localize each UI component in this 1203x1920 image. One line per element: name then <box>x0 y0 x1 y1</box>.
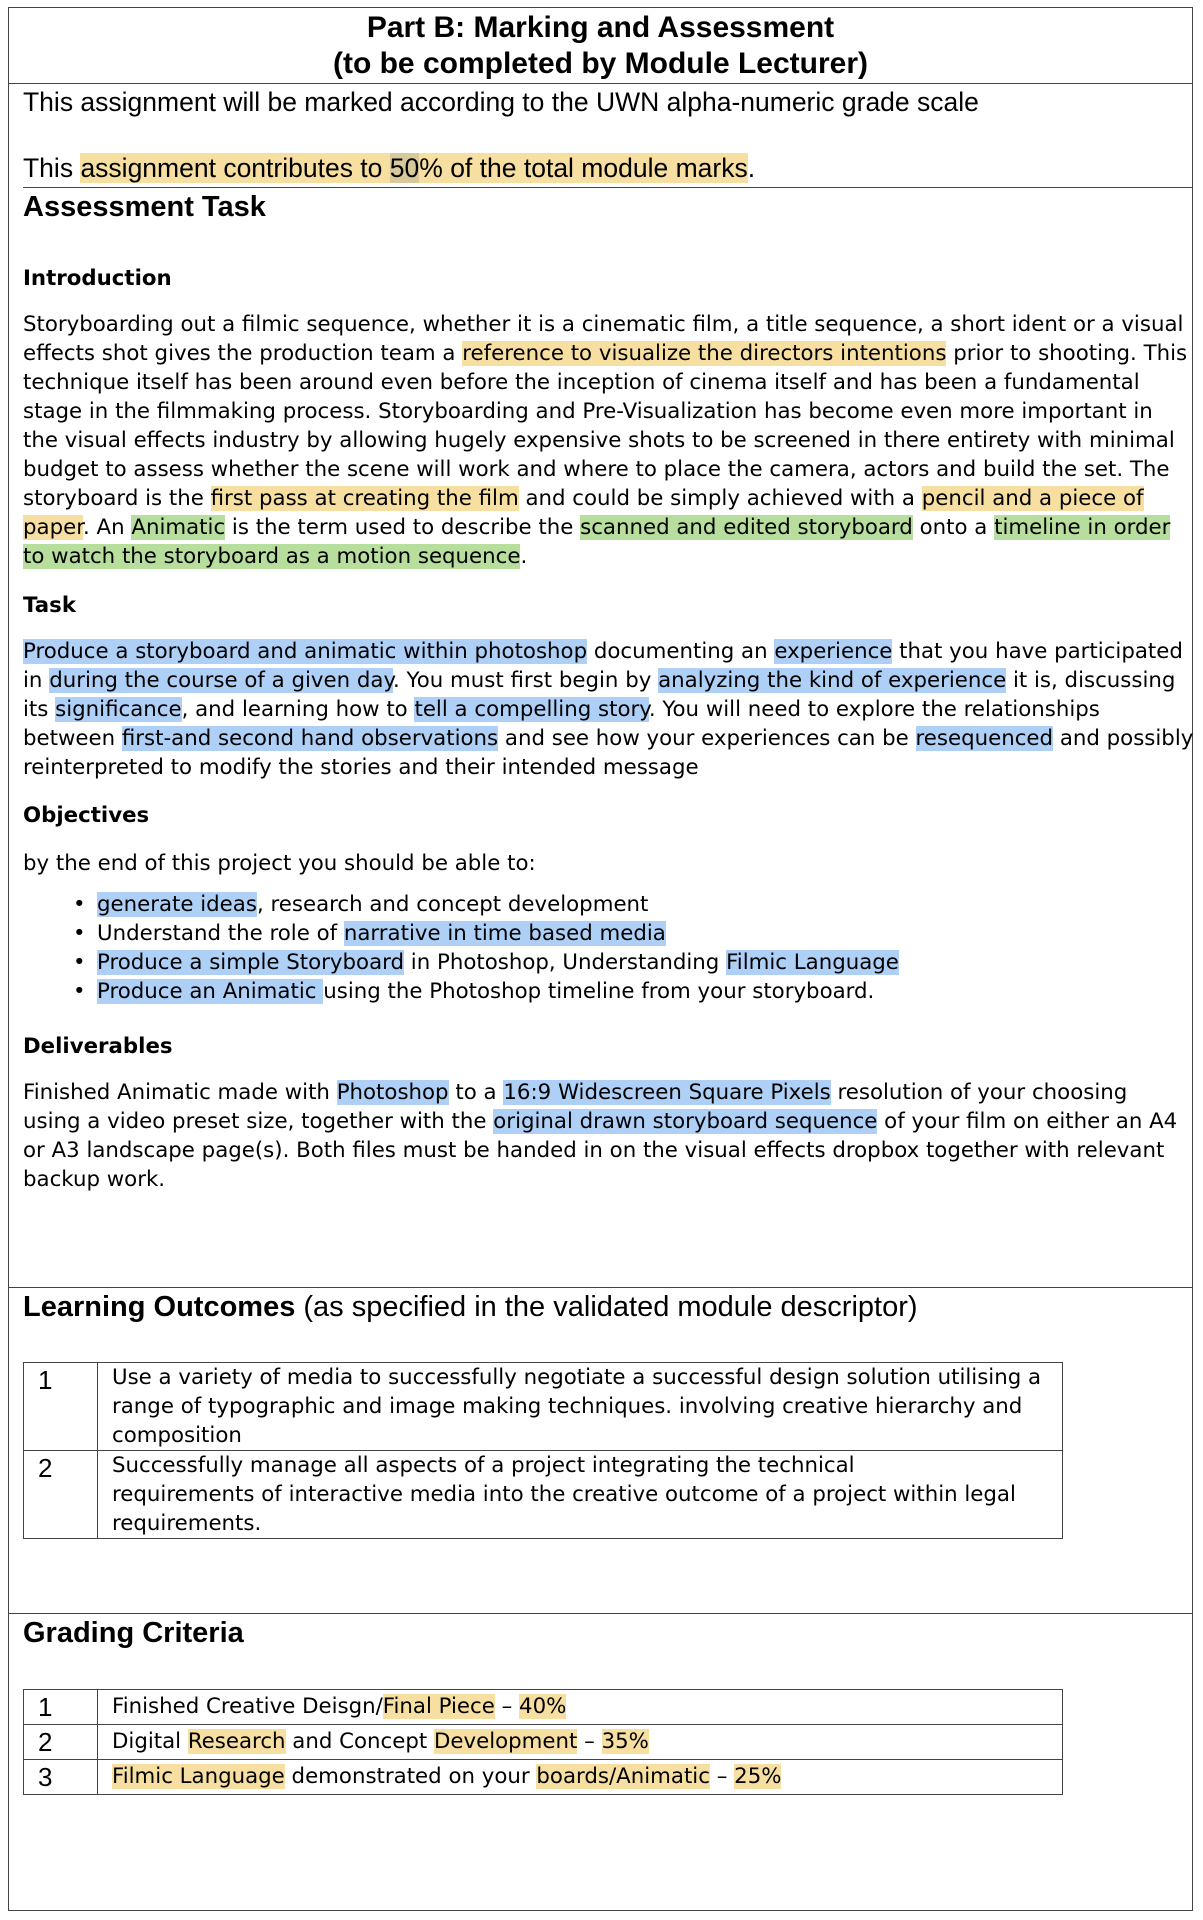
text-fragment: in Photoshop, Understanding <box>404 950 727 975</box>
outcome-text <box>98 1363 1063 1451</box>
outcome-text <box>98 1451 1063 1539</box>
highlight: Filmic Language <box>726 950 899 975</box>
divider <box>8 1613 1193 1614</box>
text-fragment: prior to shooting. This <box>946 341 1188 366</box>
table-row <box>24 1363 1063 1451</box>
paragraph-line <box>23 666 1175 695</box>
paragraph-line <box>23 310 1183 339</box>
contribution-statement <box>23 152 755 184</box>
text-fragment: documenting an <box>587 639 775 664</box>
text-fragment: budget to assess whether the scene will work and where to place the camera, actors and build the set. The <box>23 457 1170 482</box>
highlight: first pass at creating the film <box>210 486 519 511</box>
paragraph-line <box>23 368 1140 397</box>
highlight: Development <box>434 1729 578 1754</box>
deliverables-heading: Deliverables <box>23 1034 173 1059</box>
learning-outcomes-subtitle: (as specified in the validated module descriptor) <box>295 1291 918 1323</box>
text-fragment: Storyboarding out a filmic sequence, whether it is a cinematic film, a title sequence, a short ident or a visual <box>23 312 1184 337</box>
text-fragment: the visual effects industry by allowing hugely expensive shots to be screened in there entirety with minimal <box>23 428 1175 453</box>
highlight: significance <box>55 697 182 722</box>
paragraph-line <box>23 1165 165 1194</box>
text-fragment: Finished Creative Deisgn/ <box>112 1694 383 1719</box>
highlight: timeline in order <box>994 515 1171 540</box>
outcome-line: composition <box>112 1423 242 1448</box>
objective-item <box>97 948 899 977</box>
criterion-number: 2 <box>24 1725 98 1760</box>
objectives-intro: by the end of this project you should be able to: <box>23 851 536 876</box>
text-fragment: its <box>23 697 56 722</box>
highlight: during the course of a given day <box>49 668 394 693</box>
outcome-line: requirements of interactive media into the creative outcome of a project within legal <box>112 1482 1016 1507</box>
highlight: Research <box>187 1729 286 1754</box>
text-fragment: is the term used to describe the <box>225 515 581 540</box>
text-fragment: demonstrated on your <box>284 1764 537 1789</box>
highlight: analyzing the kind of experience <box>658 668 1007 693</box>
highlight: Animatic <box>131 515 226 540</box>
paragraph-line <box>23 513 1170 542</box>
text-fragment: . You will need to explore the relationships <box>648 697 1100 722</box>
highlight: paper <box>23 515 83 540</box>
text-fragment: backup work. <box>23 1167 166 1192</box>
text-fragment: technique itself has been around even before the inception of cinema itself and has been a fundamental <box>23 370 1140 395</box>
highlight: assignment contributes to <box>80 153 390 183</box>
table-row <box>24 1760 1063 1795</box>
text-fragment: that you have participated <box>892 639 1183 664</box>
criterion-number: 1 <box>24 1690 98 1725</box>
part-b-header <box>8 7 1193 85</box>
paragraph-line <box>23 1136 1164 1165</box>
table-row <box>24 1451 1063 1539</box>
objectives-list <box>23 890 899 1006</box>
criterion-number: 3 <box>24 1760 98 1795</box>
highlight: tell a compelling story <box>414 697 649 722</box>
objective-item <box>97 919 899 948</box>
highlight: generate ideas <box>97 892 257 917</box>
text-fragment: – <box>577 1729 602 1754</box>
grading-criteria-title: Grading Criteria <box>23 1617 244 1649</box>
text-fragment: stage in the filmmaking process. Storyboarding and Pre-Visualization has become even more important in <box>23 399 1153 424</box>
paragraph-line <box>23 426 1175 455</box>
table-row <box>24 1690 1063 1725</box>
highlight: 35% <box>601 1729 649 1754</box>
highlight: reference to visualize the directors intentions <box>462 341 947 366</box>
text-fragment: . <box>520 544 528 569</box>
highlight: first-and second hand observations <box>121 726 499 751</box>
highlight: Filmic Language <box>112 1764 285 1789</box>
grading-criteria-table <box>23 1689 1063 1795</box>
paragraph-line <box>23 1078 1127 1107</box>
outcome-line: range of typographic and image making techniques. involving creative hierarchy and <box>112 1394 1023 1419</box>
paragraph-line <box>23 455 1170 484</box>
text-fragment: onto a <box>912 515 995 540</box>
text-fragment: – <box>709 1764 735 1789</box>
text-fragment: of your film on either an A4 <box>877 1109 1178 1134</box>
text-fragment: . <box>747 153 756 183</box>
highlight: Produce a simple Storyboard <box>97 950 405 975</box>
assessment-task-title: Assessment Task <box>23 191 266 223</box>
text-fragment: or A3 landscape page(s). Both files must be handed in on the visual effects dropbox together with relevant <box>23 1138 1165 1163</box>
highlight-percent: 50 <box>389 153 420 183</box>
paragraph-line <box>23 753 699 782</box>
objective-item <box>97 977 899 1006</box>
text-fragment: between <box>23 726 122 751</box>
outcome-line: requirements. <box>112 1511 262 1536</box>
outcome-line: Use a variety of media to successfully negotiate a successful design solution utilising a <box>112 1365 1042 1390</box>
text-fragment: , research and concept development <box>256 892 649 917</box>
learning-outcomes-title-text: Learning Outcomes <box>23 1291 296 1323</box>
grade-scale-statement: This assignment will be marked according to the UWN alpha-numeric grade scale <box>23 87 979 117</box>
text-fragment: and possibly <box>1053 726 1194 751</box>
criterion-text <box>98 1725 1063 1760</box>
highlight: scanned and edited storyboard <box>580 515 913 540</box>
text-fragment: storyboard is the <box>23 486 211 511</box>
outcome-line: Successfully manage all aspects of a project integrating the technical <box>112 1453 855 1478</box>
introduction-heading: Introduction <box>23 266 172 291</box>
highlight: Photoshop <box>336 1080 449 1105</box>
text-fragment: and Concept <box>285 1729 434 1754</box>
paragraph-line <box>23 724 1193 753</box>
highlight: Produce an Animatic <box>97 979 324 1004</box>
highlight: Final Piece <box>382 1694 495 1719</box>
highlight: % of the total module marks <box>419 153 748 183</box>
divider <box>8 1287 1193 1288</box>
learning-outcomes-title <box>23 1290 918 1324</box>
highlight: experience <box>774 639 893 664</box>
paragraph-line <box>23 637 1183 666</box>
outcome-number: 2 <box>24 1451 98 1539</box>
header-line-2: (to be completed by Module Lecturer) <box>332 47 869 80</box>
highlight: narrative in time based media <box>343 921 666 946</box>
highlight: resequenced <box>915 726 1054 751</box>
highlight: boards/Animatic <box>536 1764 710 1789</box>
text-fragment: effects shot gives the production team a <box>23 341 463 366</box>
highlight: 25% <box>734 1764 782 1789</box>
text-fragment: . An <box>83 515 132 540</box>
text-fragment: and could be simply achieved with a <box>518 486 922 511</box>
highlight: to watch the storyboard as a motion sequence <box>23 544 521 569</box>
paragraph-line <box>23 695 1100 724</box>
objective-item <box>97 890 899 919</box>
text-fragment: . You must first begin by <box>393 668 659 693</box>
text-fragment: using a video preset size, together with the <box>23 1109 494 1134</box>
criterion-text <box>98 1760 1063 1795</box>
text-fragment: , and learning how to <box>181 697 415 722</box>
text-fragment: This <box>23 153 81 183</box>
text-fragment: resolution of your choosing <box>830 1080 1128 1105</box>
text-fragment: in <box>23 668 50 693</box>
highlight: original drawn storyboard sequence <box>493 1109 878 1134</box>
text-fragment: and see how your experiences can be <box>498 726 916 751</box>
highlight: 16:9 Widescreen Square Pixels <box>503 1080 831 1105</box>
header-line-1: Part B: Marking and Assessment <box>366 11 835 44</box>
task-heading: Task <box>23 593 76 618</box>
text-fragment: – <box>494 1694 520 1719</box>
text-fragment: Digital <box>112 1729 188 1754</box>
divider <box>23 187 1193 188</box>
criterion-text <box>98 1690 1063 1725</box>
learning-outcomes-table <box>23 1362 1063 1539</box>
paragraph-line <box>23 1107 1177 1136</box>
objectives-heading: Objectives <box>23 803 150 828</box>
text-fragment: Understand the role of <box>97 921 344 946</box>
text-fragment: Finished Animatic made with <box>23 1080 337 1105</box>
highlight: Produce a storyboard and animatic within photoshop <box>23 639 588 664</box>
text-fragment: to a <box>448 1080 504 1105</box>
paragraph-line <box>23 484 1144 513</box>
text-fragment: it is, discussing <box>1006 668 1176 693</box>
text-fragment: reinterpreted to modify the stories and their intended message <box>23 755 699 780</box>
text-fragment: using the Photoshop timeline from your storyboard. <box>323 979 875 1004</box>
outcome-number: 1 <box>24 1363 98 1451</box>
paragraph-line <box>23 542 527 571</box>
highlight: 40% <box>519 1694 567 1719</box>
paragraph-line <box>23 397 1153 426</box>
paragraph-line <box>23 339 1187 368</box>
highlight: pencil and a piece of <box>921 486 1144 511</box>
table-row <box>24 1725 1063 1760</box>
